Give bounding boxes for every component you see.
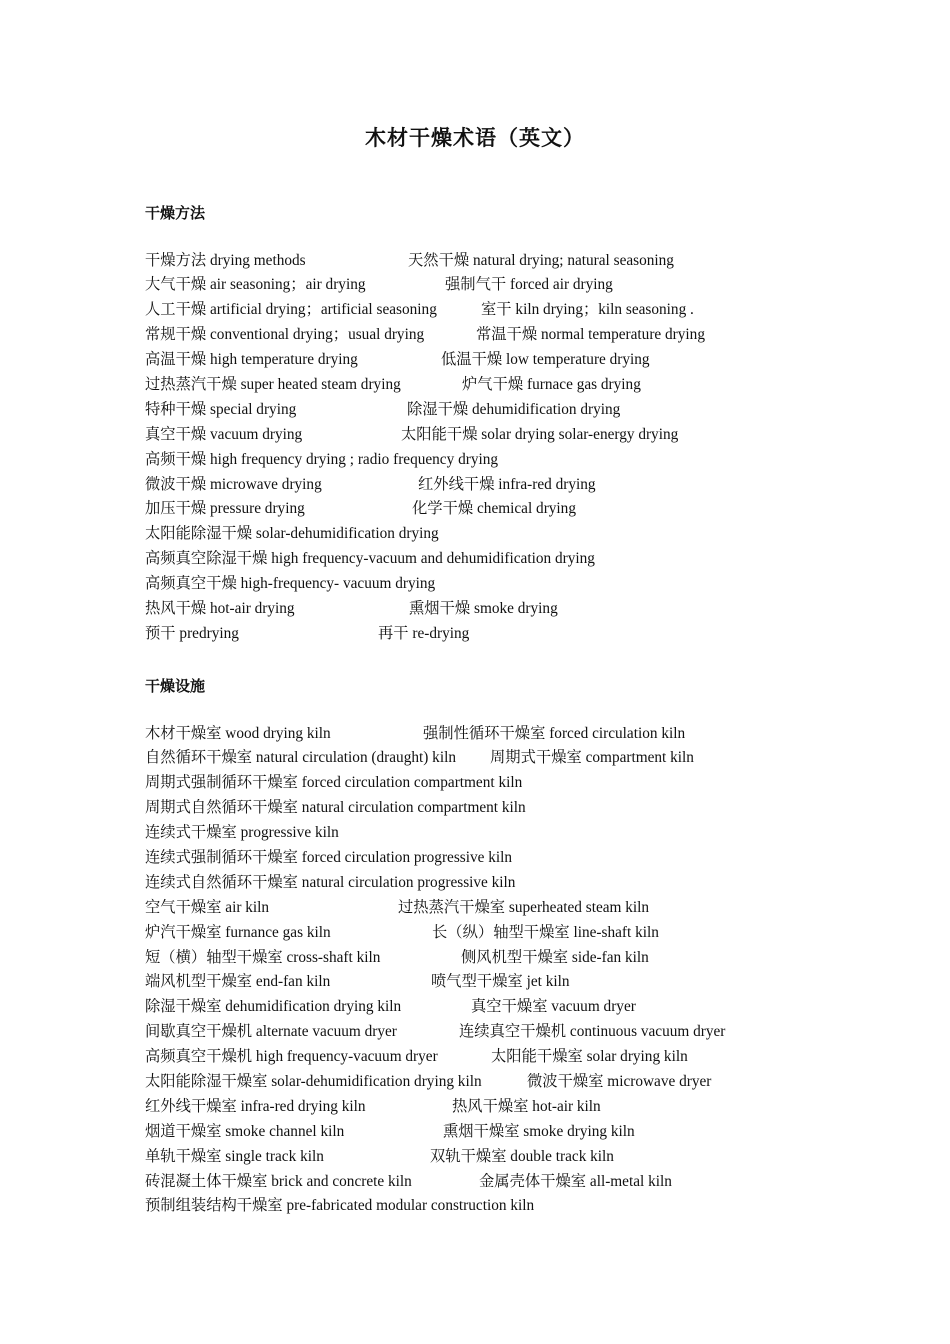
term-row xyxy=(145,547,865,572)
term-row xyxy=(145,1070,865,1095)
term-entry-left: 干燥方法 drying methods xyxy=(145,251,306,269)
term-entry-left: 烟道干燥室 smoke channel kiln xyxy=(145,1122,345,1140)
term-entry-right: 低温干燥 low temperature drying xyxy=(441,351,650,369)
term-entry-left: 单轨干燥室 single track kiln xyxy=(145,1147,324,1165)
drying-methods-list xyxy=(145,249,865,647)
term-entry-left: 高温干燥 high temperature drying xyxy=(145,351,358,369)
term-entry-right: 周期式干燥室 compartment kiln xyxy=(490,749,694,767)
term-row xyxy=(145,722,865,747)
term-entry-left: 木材干燥室 wood drying kiln xyxy=(145,724,331,742)
term-entry-left: 人工干燥 artificial drying；artificial seasoning xyxy=(145,301,437,319)
term-entry-left: 真空干燥 vacuum drying xyxy=(145,425,303,443)
term-entry-left: 高频真空干燥 high-frequency- vacuum drying xyxy=(145,575,436,593)
term-entry-right: 天然干燥 natural drying; natural seasoning xyxy=(408,251,674,269)
term-entry-right: 熏烟干燥 smoke drying xyxy=(409,599,558,617)
term-entry-left: 太阳能除湿干燥室 solar-dehumidification drying kiln xyxy=(145,1072,482,1090)
term-entry-right: 喷气型干燥室 jet kiln xyxy=(431,973,570,991)
term-entry-left: 高频干燥 high frequency drying ; radio frequency drying xyxy=(145,450,499,468)
term-row xyxy=(145,1120,865,1145)
term-entry-left: 常规干燥 conventional drying；usual drying xyxy=(145,326,425,344)
term-row xyxy=(145,398,865,423)
term-entry-right: 室干 kiln drying；kiln seasoning . xyxy=(481,301,694,319)
term-row xyxy=(145,921,865,946)
term-row xyxy=(145,348,865,373)
term-entry-left: 除湿干燥室 dehumidification drying kiln xyxy=(145,998,402,1016)
term-entry-left: 空气干燥室 air kiln xyxy=(145,898,270,916)
term-row xyxy=(145,1145,865,1170)
term-entry-right: 连续真空干燥机 continuous vacuum dryer xyxy=(459,1023,726,1041)
term-entry-left: 微波干燥 microwave drying xyxy=(145,475,322,493)
term-entry-right: 熏烟干燥室 smoke drying kiln xyxy=(443,1122,635,1140)
term-entry-left: 砖混凝土体干燥室 brick and concrete kiln xyxy=(145,1172,412,1190)
page-title: 木材干燥术语（英文） xyxy=(365,126,585,150)
term-entry-right: 过热蒸汽干燥室 superheated steam kiln xyxy=(398,898,650,916)
term-entry-left: 连续式自然循环干燥室 natural circulation progressive kiln xyxy=(145,873,516,891)
term-row xyxy=(145,946,865,971)
term-row xyxy=(145,1020,865,1045)
term-entry-right: 侧风机型干燥室 side-fan kiln xyxy=(461,948,649,966)
term-entry-left: 周期式强制循环干燥室 forced circulation compartment kiln xyxy=(145,774,523,792)
term-entry-right: 强制气干 forced air drying xyxy=(445,276,613,294)
term-row xyxy=(145,522,865,547)
term-row xyxy=(145,298,865,323)
term-row xyxy=(145,1194,865,1219)
term-row xyxy=(145,497,865,522)
term-entry-right: 红外线干燥 infra-red drying xyxy=(418,475,596,493)
term-entry-left: 太阳能除湿干燥 solar-dehumidification drying xyxy=(145,525,439,543)
term-entry-right: 金属壳体干燥室 all-metal kiln xyxy=(479,1172,672,1190)
term-entry-left: 自然循环干燥室 natural circulation (draught) kiln xyxy=(145,749,456,767)
term-row xyxy=(145,373,865,398)
term-entry-right: 化学干燥 chemical drying xyxy=(412,500,576,518)
term-entry-right: 太阳能干燥 solar drying solar-energy drying xyxy=(401,425,679,443)
term-row xyxy=(145,821,865,846)
term-entry-right: 热风干燥室 hot-air kiln xyxy=(452,1097,601,1115)
term-row xyxy=(145,249,865,274)
term-entry-left: 过热蒸汽干燥 super heated steam drying xyxy=(145,375,401,393)
term-row xyxy=(145,771,865,796)
term-entry-left: 热风干燥 hot-air drying xyxy=(145,599,295,617)
term-row xyxy=(145,746,865,771)
term-entry-left: 特种干燥 special drying xyxy=(145,400,297,418)
term-row xyxy=(145,1170,865,1195)
term-entry-left: 炉汽干燥室 furnance gas kiln xyxy=(145,923,331,941)
term-row xyxy=(145,622,865,647)
term-row xyxy=(145,871,865,896)
term-row xyxy=(145,796,865,821)
term-entry-left: 间歇真空干燥机 alternate vacuum dryer xyxy=(145,1023,397,1041)
term-row xyxy=(145,572,865,597)
term-row xyxy=(145,323,865,348)
term-entry-left: 高频真空除湿干燥 high frequency-vacuum and dehumidification drying xyxy=(145,550,595,568)
term-entry-left: 周期式自然循环干燥室 natural circulation compartment kiln xyxy=(145,799,526,817)
term-row xyxy=(145,448,865,473)
term-entry-left: 连续式干燥室 progressive kiln xyxy=(145,824,339,842)
term-row xyxy=(145,1045,865,1070)
term-entry-left: 大气干燥 air seasoning；air drying xyxy=(145,276,366,294)
term-row xyxy=(145,473,865,498)
term-row xyxy=(145,896,865,921)
term-row xyxy=(145,995,865,1020)
term-entry-left: 加压干燥 pressure drying xyxy=(145,500,305,518)
section-heading-drying-facilities: 干燥设施 xyxy=(145,679,206,695)
term-entry-right: 炉气干燥 furnace gas drying xyxy=(462,375,641,393)
term-entry-left: 高频真空干燥机 high frequency-vacuum dryer xyxy=(145,1048,438,1066)
drying-facilities-list xyxy=(145,722,865,1220)
term-entry-left: 红外线干燥室 infra-red drying kiln xyxy=(145,1097,366,1115)
term-entry-left: 短（横）轴型干燥室 cross-shaft kiln xyxy=(145,948,381,966)
term-entry-right: 除湿干燥 dehumidification drying xyxy=(407,400,621,418)
term-entry-left: 端风机型干燥室 end-fan kiln xyxy=(145,973,331,991)
term-row xyxy=(145,970,865,995)
term-row xyxy=(145,273,865,298)
term-entry-right: 强制性循环干燥室 forced circulation kiln xyxy=(423,724,686,742)
term-row xyxy=(145,846,865,871)
term-entry-right: 再干 re-drying xyxy=(378,624,470,642)
term-entry-left: 预制组装结构干燥室 pre-fabricated modular construction kiln xyxy=(145,1197,535,1215)
term-entry-left: 连续式强制循环干燥室 forced circulation progressive kiln xyxy=(145,848,513,866)
term-row xyxy=(145,597,865,622)
term-entry-right: 双轨干燥室 double track kiln xyxy=(430,1147,614,1165)
section-heading-drying-methods: 干燥方法 xyxy=(145,206,206,222)
term-row xyxy=(145,1095,865,1120)
term-entry-right: 常温干燥 normal temperature drying xyxy=(476,326,705,344)
term-entry-right: 微波干燥室 microwave dryer xyxy=(527,1072,712,1090)
term-entry-right: 太阳能干燥室 solar drying kiln xyxy=(491,1048,688,1066)
term-row xyxy=(145,423,865,448)
term-entry-right: 长（纵）轴型干燥室 line-shaft kiln xyxy=(432,923,659,941)
term-entry-right: 真空干燥室 vacuum dryer xyxy=(471,998,636,1016)
term-entry-left: 预干 predrying xyxy=(145,624,239,642)
